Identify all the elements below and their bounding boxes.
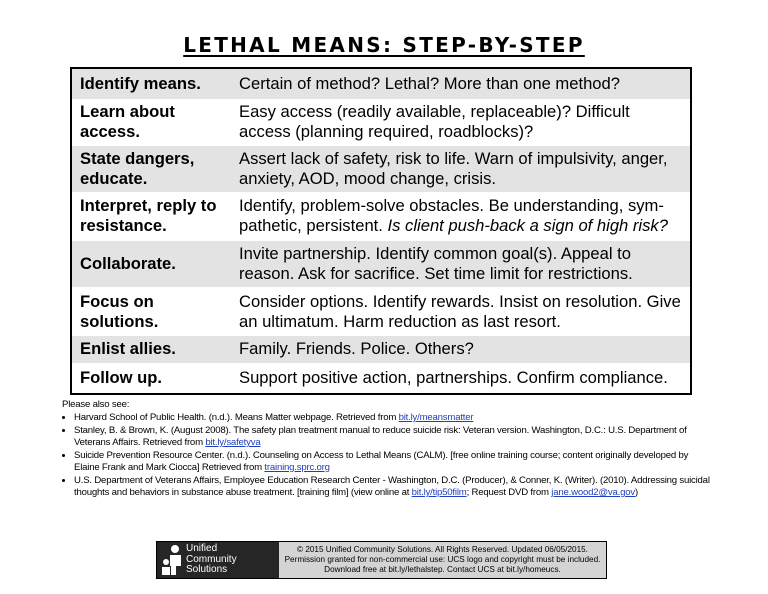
reference-link[interactable]: bit.ly/safetyva xyxy=(205,437,261,448)
footer xyxy=(156,541,607,579)
table-row xyxy=(72,240,690,288)
step-description: Invite partnership. Identify common goal(s). Appeal to reason. Ask for sacrifice. Set time limit for restrictions. xyxy=(231,240,690,288)
table-row xyxy=(72,288,690,336)
list-item xyxy=(74,412,712,424)
step-description: Certain of method? Lethal? More than one method? xyxy=(231,69,690,99)
step-description: Support positive action, partnerships. Confirm compliance. xyxy=(231,363,690,392)
ucs-logo xyxy=(157,542,279,578)
step-description: Consider options. Identify rewards. Insist on resolution. Give an ultimatum. Harm reduction as last resort. xyxy=(231,288,690,336)
step-label: State dangers, educate. xyxy=(72,146,231,193)
logo-text xyxy=(186,544,237,576)
reference-text: Stanley, B. & Brown, K. (August 2008). The safety plan treatment manual to reduce suicide risk: Veteran version. Washington, D.C.: U.S. Department of Veterans Affairs. Retrieved from xyxy=(74,425,687,448)
step-description: Family. Friends. Police. Others? xyxy=(231,335,690,363)
copyright-line: Permission granted for non-commercial use: UCS logo and copyright must be included. xyxy=(284,555,601,564)
copyright-line: © 2015 Unified Community Solutions. All Rights Reserved. Updated 06/05/2015. xyxy=(297,545,588,554)
step-text: Identify, problem-solve obstacles. Be understanding, sym-pathetic, persistent. xyxy=(239,196,664,236)
reference-text: Suicide Prevention Resource Center. (n.d.). Counseling on Access to Lethal Means (CALM). [free online training course; content originally developed by Elaine Frank and Mark Ciocca] Retrieved from xyxy=(74,450,689,473)
logo-line: Solutions xyxy=(186,564,228,576)
reference-link[interactable]: training.sprc.org xyxy=(264,462,330,473)
reference-link[interactable]: bit.ly/tip50film xyxy=(411,487,467,498)
reference-text: ) xyxy=(634,487,638,498)
step-label: Collaborate. xyxy=(72,240,231,288)
copyright-notice xyxy=(279,542,606,578)
step-emphasis: Is client push-back a sign of high risk? xyxy=(387,216,668,236)
table-row xyxy=(72,69,690,99)
reference-text: ; Request DVD from xyxy=(466,487,549,498)
step-label: Focus on solutions. xyxy=(72,288,231,336)
people-logo-icon xyxy=(161,544,183,576)
step-label: Learn about access. xyxy=(72,99,231,146)
page-title: LETHAL MEANS: STEP-BY-STEP xyxy=(183,33,585,57)
table-row xyxy=(72,99,690,146)
step-description: Easy access (readily available, replaceable)? Difficult access (planning required, roadblocks)? xyxy=(231,99,690,146)
reference-text: U.S. Department of Veterans Affairs, Employee Education Research Center - Washington, D.C. (Producer), & Conner, K. (Writer). (2010). Addressing suicidal thoughts and behaviors in substance abuse treatment. [training film] (view online at xyxy=(74,475,710,498)
reference-text: Harvard School of Public Health. (n.d.). Means Matter webpage. Retrieved from xyxy=(74,412,397,423)
table-row xyxy=(72,146,690,193)
step-label: Identify means. xyxy=(72,69,231,99)
step-label: Enlist allies. xyxy=(72,335,231,363)
logo-line: Community xyxy=(186,553,237,565)
list-item xyxy=(74,475,712,499)
step-label: Interpret, reply to resistance. xyxy=(72,192,231,240)
table-row xyxy=(72,363,690,392)
references-list xyxy=(62,412,712,499)
table-row xyxy=(72,335,690,363)
email-link[interactable]: jane.wood2@va.gov xyxy=(551,487,635,498)
table-row xyxy=(72,192,690,240)
references-section xyxy=(62,399,712,500)
steps-table xyxy=(70,67,692,395)
copyright-line: Download free at bit.ly/lethalstep. Contact UCS at bit.ly/homeucs. xyxy=(324,565,561,574)
logo-line: Unified xyxy=(186,543,218,555)
step-label: Follow up. xyxy=(72,363,231,392)
list-item xyxy=(74,425,712,449)
step-description: Assert lack of safety, risk to life. Warn of impulsivity, anger, anxiety, AOD, mood change, crisis. xyxy=(231,146,690,193)
reference-link[interactable]: bit.ly/meansmatter xyxy=(398,412,474,423)
references-heading: Please also see: xyxy=(62,399,130,410)
list-item xyxy=(74,450,712,474)
step-description xyxy=(231,192,690,240)
